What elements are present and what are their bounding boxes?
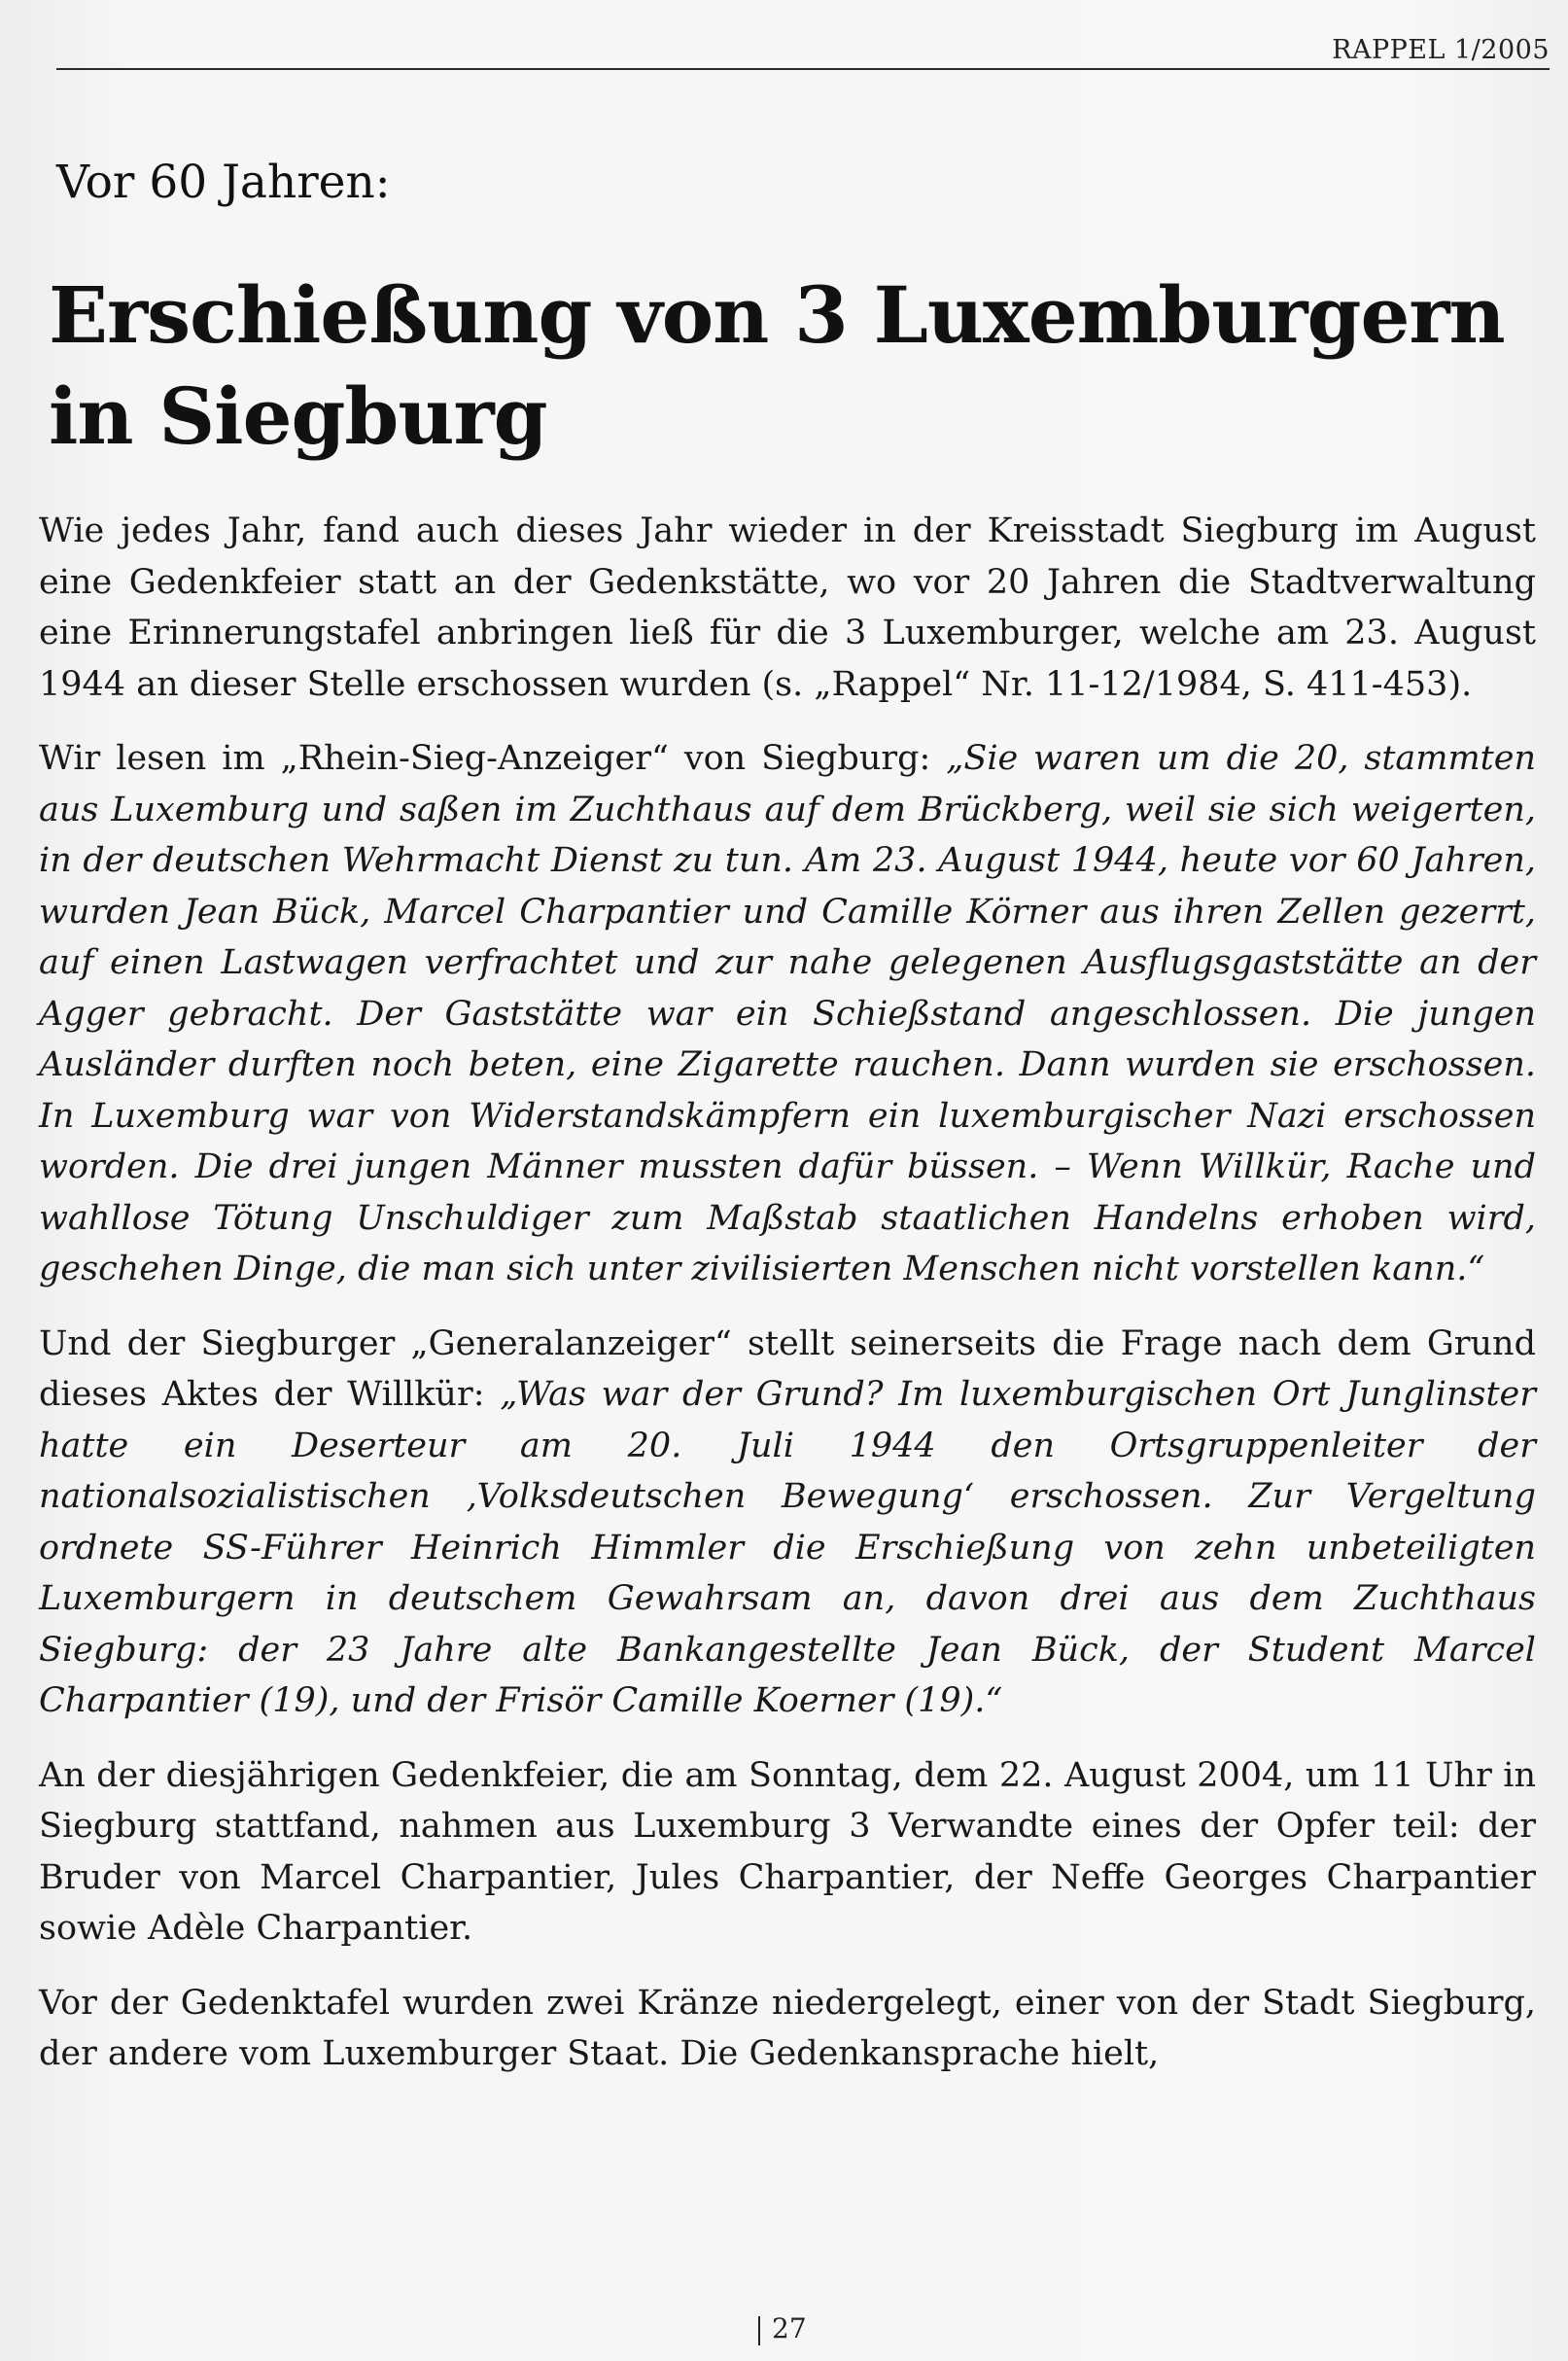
paragraph-3 xyxy=(39,1319,1536,1727)
paragraph-quote: „Sie waren um die 20, stammten aus Luxemburg und saßen im Zuchthaus auf dem Brückberg, weil sie sich weigerten, in der deutschen Wehrmacht Dienst zu tun. Am 23. August 1944, heute vor 60 Jahren, wurden Jean Bück, Marcel Charpantier und Camille Körner aus ihren Zellen gezerrt, auf einen Lastwagen verfrachtet und zur nahe gelegenen Ausflugsgaststätte an der Agger gebracht. Der Gaststätte war ein Schießstand angeschlossen. Die jungen Ausländer durften noch beten, eine Zigarette rauchen. Dann wurden sie erschossen. In Luxemburg war von Widerstandskämpfern ein luxemburgischer Nazi erschossen worden. Die drei jungen Männer mussten dafür büssen. – Wenn Willkür, Rache und wahllose Tötung Unschuldiger zum Maßstab staatlichen Handelns erhoben wird, geschehen Dinge, die man sich unter zivilisierten Menschen nicht vorstellen kann.“ xyxy=(39,739,1536,1288)
paragraph-5 xyxy=(39,1978,1536,2080)
paragraph-text: Vor der Gedenktafel wurden zwei Kränze niedergelegt, einer von der Stadt Siegburg, der andere vom Luxemburger Staat. Die Gedenkansprache hielt, xyxy=(39,1983,1536,2073)
paragraph-text: Wie jedes Jahr, fand auch dieses Jahr wieder in der Kreisstadt Siegburg im August eine Gedenkfeier statt an der Gedenkstätte, wo vor 20 Jahren die Stadtverwaltung eine Erinnerungstafel anbringen ließ für die 3 Luxemburger, welche am 23. August 1944 an dieser Stelle erschossen wurden (s. „Rappel“ Nr. 11-12/1984, S. 411-453). xyxy=(39,511,1536,704)
page-number: 27 xyxy=(772,2312,807,2344)
paragraph-quote: „Was war der Grund? Im luxemburgischen Ort Junglinster hatte ein Deserteur am 20. Juli 1944 den Ortsgruppenleiter der nationalsozialistischen ‚Volksdeutschen Bewegung‘ erschossen. Zur Vergeltung ordnete SS-Führer Heinrich Himmler die Erschießung von zehn unbeteiligten Luxemburgern in deutschem Gewahrsam an, davon drei aus dem Zuchthaus Siegburg: der 23 Jahre alte Bankangestellte Jean Bück, der Student Marcel Charpantier (19), und der Frisör Camille Koerner (19).“ xyxy=(39,1375,1536,1720)
paragraph-text: Wir lesen im „Rhein-Sieg-Anzeiger“ von Siegburg: xyxy=(39,739,947,778)
page-footer xyxy=(758,2312,807,2345)
publication-label: RAPPEL 1/2005 xyxy=(1332,35,1550,65)
article-title: Erschießung von 3 Luxemburgern in Siegburg xyxy=(49,269,1505,462)
article-body xyxy=(39,506,1536,2103)
footer-rule xyxy=(758,2316,760,2345)
paragraph-text: Und der Siegburger „Generalanzeiger“ stellt seinerseits die Frage nach dem Grund dieses Aktes der Willkür: xyxy=(39,1323,1536,1414)
paragraph-1 xyxy=(39,506,1536,710)
paragraph-text: An der diesjährigen Gedenkfeier, die am Sonntag, dem 22. August 2004, um 11 Uhr in Siegburg stattfand, nahmen aus Luxemburg 3 Verwandte eines der Opfer teil: der Bruder von Marcel Charpantier, Jules Charpantier, der Neffe Georges Charpantier sowie Adèle Charpantier. xyxy=(39,1755,1536,1948)
article-kicker: Vor 60 Jahren: xyxy=(56,156,391,209)
running-header xyxy=(56,27,1550,70)
paragraph-4 xyxy=(39,1750,1536,1955)
paragraph-2 xyxy=(39,733,1536,1295)
